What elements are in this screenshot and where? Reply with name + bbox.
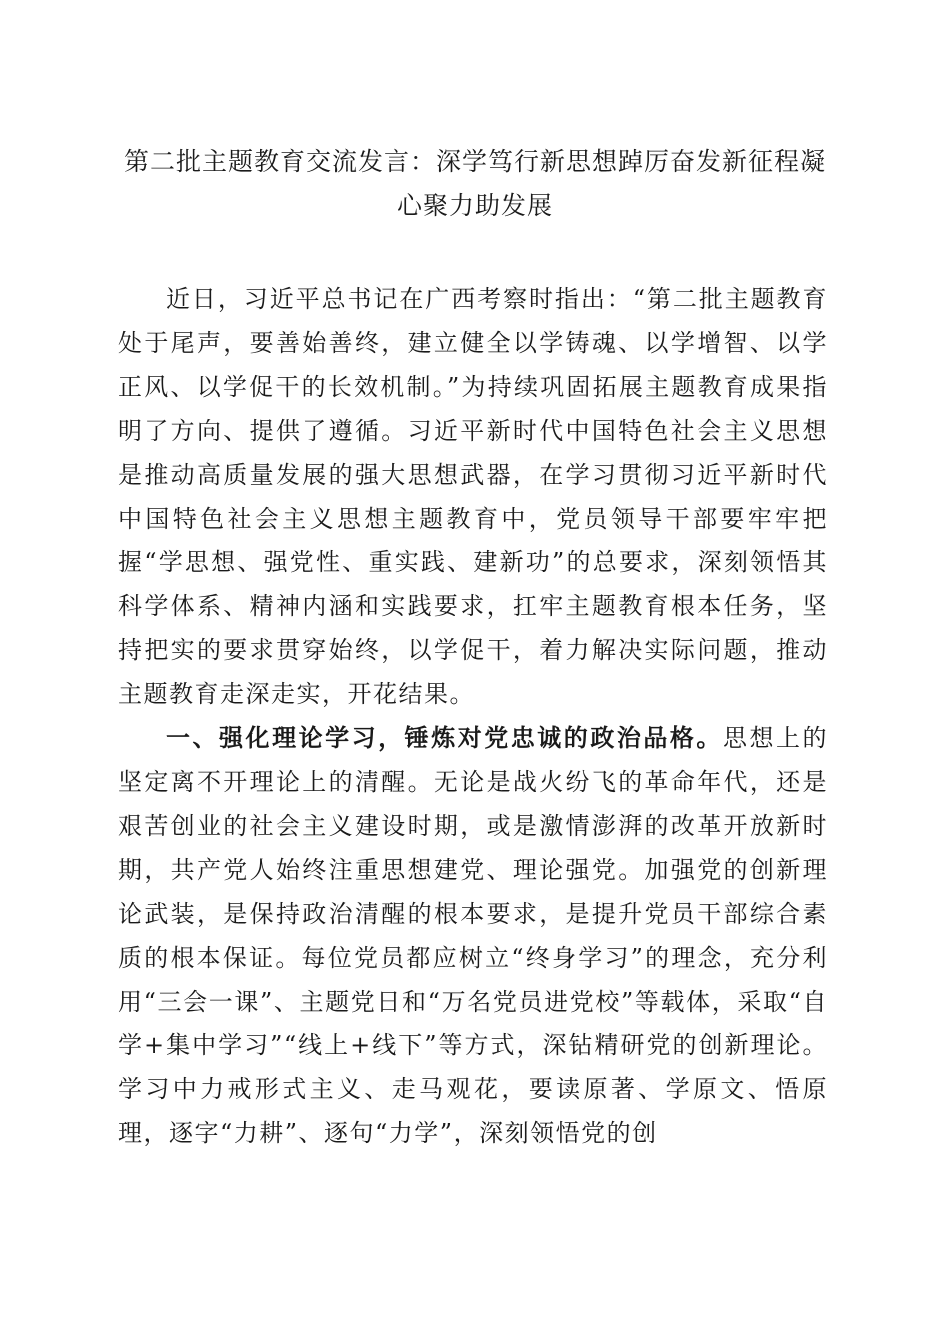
document-title: 第二批主题教育交流发言：深学笃行新思想踔厉奋发新征程凝心聚力助发展 (123, 147, 826, 220)
paragraph-intro (118, 278, 828, 717)
document-body (118, 278, 828, 1156)
section-one-text: 思想上的坚定离不开理论上的清醒。无论是战火纷飞的革命年代，还是艰苦创业的社会主义建设时期，或是激情澎湃的改革开放新时期，共产党人始终注重思想建党、理论强党。加强党的创新理论武装，是保持政治清醒的根本要求，是提升党员干部综合素质的根本保证。每位党员都应树立“终身学习”的理念，充分利用“三会一课”、主题党日和“万名党员进党校”等载体，采取“自学+集中学习”“线上+线下”等方式，深钻精研党的创新理论。学习中力戒形式主义、走马观花，要读原著、学原文、悟原理，逐字“力耕”、逐句“力学”，深刻领悟党的创 (118, 724, 828, 1148)
paragraph-intro-text: 近日，习近平总书记在广西考察时指出：“第二批主题教育处于尾声，要善始善终，建立健全以学铸魂、以学增智、以学正风、以学促干的长效机制。”为持续巩固拓展主题教育成果指明了方向、提供了遵循。习近平新时代中国特色社会主义思想是推动高质量发展的强大思想武器，在学习贯彻习近平新时代中国特色社会主义思想主题教育中，党员领导干部要牢牢把握“学思想、强党性、重实践、建新功”的总要求，深刻领悟其科学体系、精神内涵和实践要求，扛牢主题教育根本任务，坚持把实的要求贯穿始终，以学促干，着力解决实际问题，推动主题教育走深走实，开花结果。 (118, 285, 828, 709)
section-one-heading: 一、强化理论学习，锤炼对党忠诚的政治品格。 (166, 724, 723, 753)
paragraph-section-one (118, 717, 828, 1156)
